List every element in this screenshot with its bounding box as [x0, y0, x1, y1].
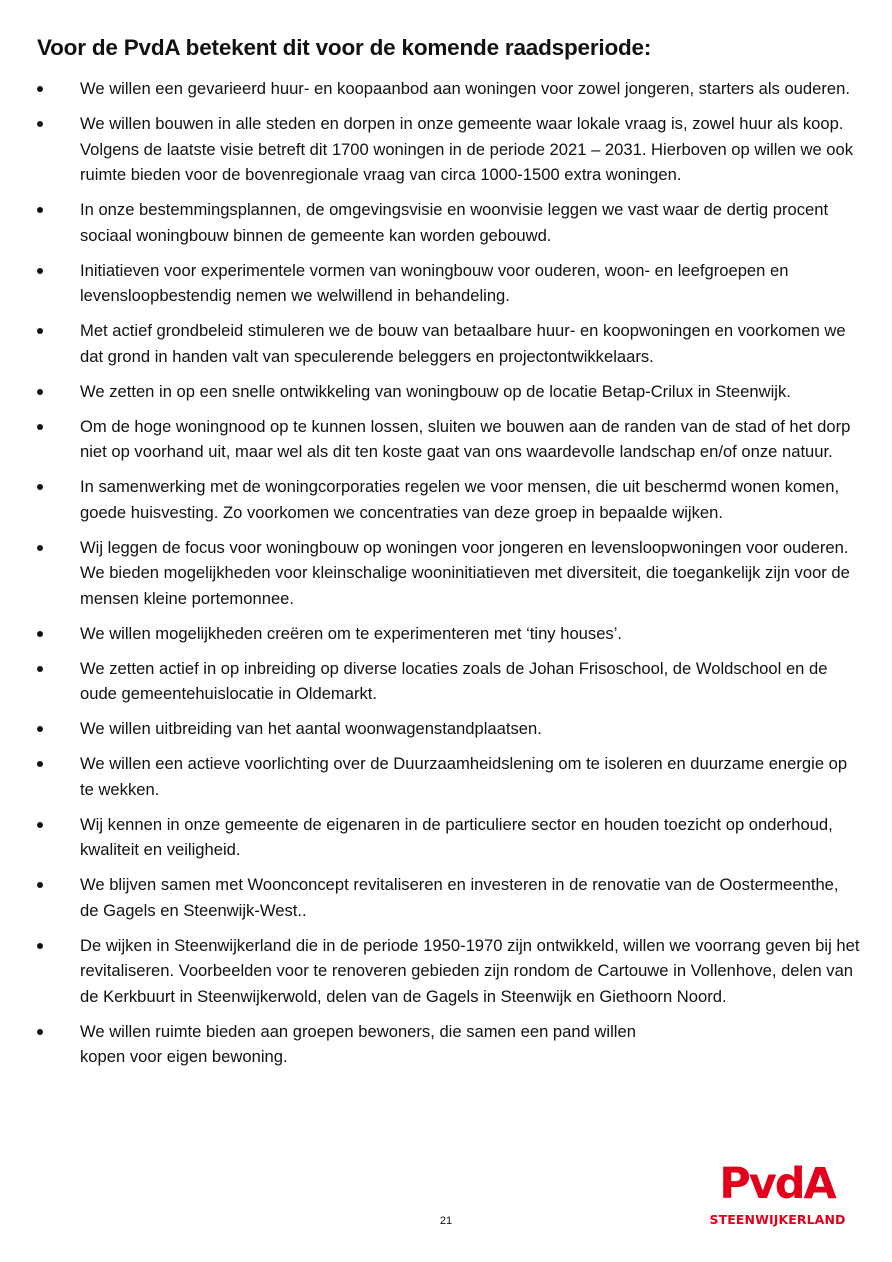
list-item [0, 111, 892, 188]
bullet-icon [37, 1029, 43, 1035]
list-item [0, 474, 892, 525]
list-item [0, 318, 892, 369]
list-item [0, 258, 892, 309]
list-item [0, 379, 892, 405]
list-item-text: De wijken in Steenwijkerland die in de periode 1950-1970 zijn ontwikkeld, willen we voorrang geven bij het revitaliseren. Voorbeelden voor te renoveren gebieden zijn rondom de Cartouwe in Vollenhove, delen van de Kerkbuurt in Steenwijkerwold, delen van de Gagels in Steenwijk en Giethoorn Noord. [80, 935, 860, 1006]
list-item-text: We zetten actief in op inbreiding op diverse locaties zoals de Johan Frisoschool, de Woldschool en de oude gemeentehuislocatie in Oldemarkt. [80, 658, 828, 703]
bullet-icon [37, 882, 43, 888]
section-heading: Voor de PvdA betekent dit voor de komende raadsperiode: [37, 35, 652, 60]
logo-mark: PvdA [719, 1159, 835, 1209]
bullet-icon [37, 822, 43, 828]
bullet-icon [37, 328, 43, 334]
list-item-text: Om de hoge woningnood op te kunnen lossen, sluiten we bouwen aan de randen van de stad of het dorp niet op voorhand uit, maar wel als dit ten koste gaat van ons waardevolle landschap en/of onze natuur. [80, 416, 851, 461]
list-item-text: In samenwerking met de woningcorporaties regelen we voor mensen, die uit beschermd wonen komen, goede huisvesting. Zo voorkomen we concentraties van deze groep in bepaalde wijken. [80, 477, 840, 522]
bullet-icon [37, 726, 43, 732]
list-item [0, 872, 892, 923]
list-item [0, 812, 892, 863]
bullet-icon [37, 761, 43, 767]
list-item-text: Wij kennen in onze gemeente de eigenaren in de particuliere sector en houden toezicht op onderhoud, kwaliteit en veiligheid. [80, 814, 833, 859]
list-item-text: We willen mogelijkheden creëren om te experimenteren met ‘tiny houses’. [80, 623, 623, 643]
pvda-logo [700, 1160, 855, 1235]
list-item-text: We willen een actieve voorlichting over de Duurzaamheidslening om te isoleren en duurzame energie op te wekken. [80, 754, 848, 799]
bullet-icon [37, 484, 43, 490]
list-item [0, 621, 892, 647]
list-item-text: We willen uitbreiding van het aantal woonwagenstandplaatsen. [80, 719, 542, 738]
bullet-icon [37, 666, 43, 672]
list-item-text: We blijven samen met Woonconcept revitaliseren en investeren in de renovatie van de Oostermeenthe, de Gagels en Steenwijk-West.. [80, 875, 839, 920]
bullet-icon [37, 631, 43, 637]
list-item [0, 535, 892, 612]
list-item-text: We willen bouwen in alle steden en dorpen in onze gemeente waar lokale vraag is, zowel huur als koop. Volgens de laatste visie betreft dit 1700 woningen in de periode 2021 – 2031. Hierboven op willen we ook ruimte bieden voor de bovenregionale vraag van circa 1000-1500 extra woningen. [80, 114, 854, 184]
list-item [0, 197, 892, 248]
list-item [0, 751, 892, 802]
bullet-icon [37, 943, 43, 949]
list-item [0, 656, 892, 707]
bullet-icon [37, 121, 43, 127]
list-item-text: Initiatieven voor experimentele vormen van woningbouw voor ouderen, woon- en leefgroepen en levensloopbestendig nemen we welwillend in behandeling. [80, 260, 789, 305]
logo-subtitle: STEENWIJKERLAND [709, 1212, 846, 1227]
list-item-text: We willen een gevarieerd huur- en koopaanbod aan woningen voor zowel jongeren, starters als ouderen. [80, 79, 850, 98]
list-item [0, 933, 892, 1010]
list-item [0, 716, 892, 742]
list-item-text: We willen ruimte bieden aan groepen bewoners, die samen een pand willen kopen voor eigen bewoning. [80, 1021, 636, 1066]
list-item-text: Met actief grondbeleid stimuleren we de bouw van betaalbare huur- en koopwoningen en voorkomen we dat grond in handen valt van speculerende beleggers en projectontwikkelaars. [80, 321, 846, 366]
bullet-icon [37, 389, 43, 395]
list-item [0, 76, 892, 102]
bullet-icon [37, 86, 43, 92]
page-number: 21 [439, 1215, 453, 1227]
list-item [0, 414, 892, 465]
list-item [0, 1019, 892, 1070]
list-item-text: We zetten in op een snelle ontwikkeling van woningbouw op de locatie Betap-Crilux in Steenwijk. [80, 381, 791, 401]
bullet-icon [37, 424, 43, 430]
bullet-icon [37, 545, 43, 551]
bullet-list [0, 76, 892, 1079]
list-item-text: In onze bestemmingsplannen, de omgevingsvisie en woonvisie leggen we vast waar de dertig procent sociaal woningbouw binnen de gemeente kan worden gebouwd. [80, 200, 829, 245]
list-item-text: Wij leggen de focus voor woningbouw op woningen voor jongeren en levensloopwoningen voor ouderen. We bieden mogelijkheden voor kleinschalige wooninitiatieven met diversiteit, die toegankelijk zijn voor de mensen kleine portemonnee. [80, 537, 850, 608]
bullet-icon [37, 268, 43, 274]
bullet-icon [37, 207, 43, 213]
